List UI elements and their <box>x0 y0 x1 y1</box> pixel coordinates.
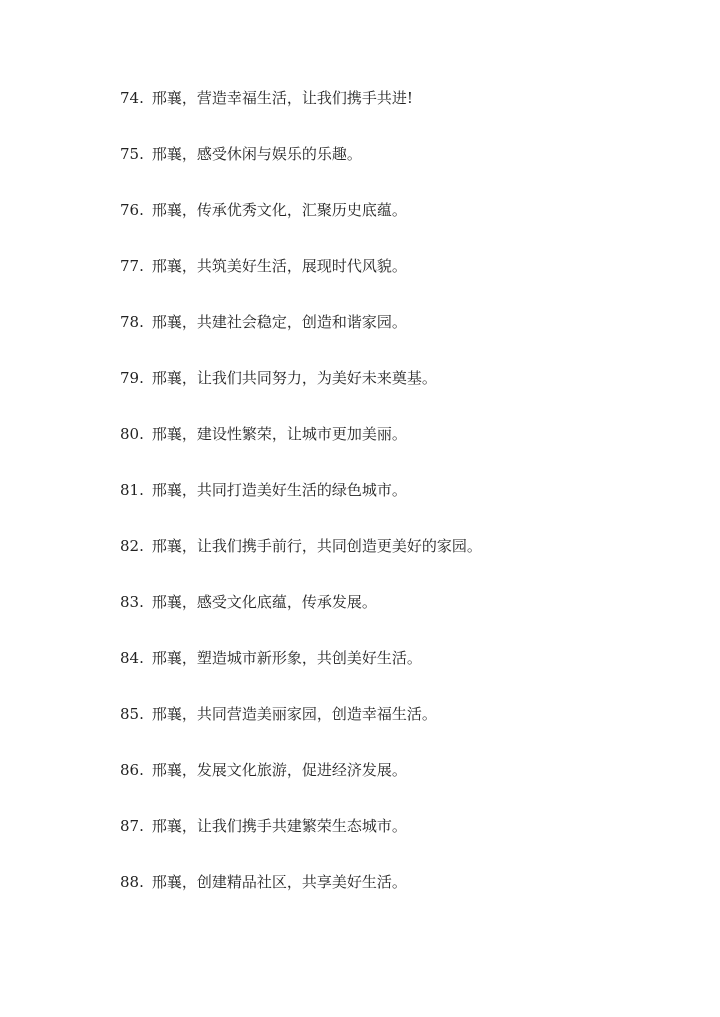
item-number: 87. <box>120 817 144 835</box>
item-number: 85. <box>120 705 144 723</box>
item-text: 邢襄，共建社会稳定，创造和谐家园。 <box>151 313 407 331</box>
item-number: 88. <box>120 873 144 891</box>
item-number: 77. <box>120 257 144 275</box>
list-item <box>120 590 482 646</box>
item-text: 邢襄，让我们共同努力，为美好未来奠基。 <box>151 369 437 387</box>
list-item <box>120 142 482 198</box>
item-text: 邢襄，发展文化旅游，促进经济发展。 <box>151 761 407 779</box>
list-item <box>120 310 482 366</box>
item-number: 81. <box>120 481 144 499</box>
item-number: 84. <box>120 649 144 667</box>
list-item <box>120 198 482 254</box>
slogan-list <box>120 86 482 926</box>
list-item <box>120 366 482 422</box>
item-text: 邢襄，建设性繁荣，让城市更加美丽。 <box>151 425 407 443</box>
item-text: 邢襄，让我们携手共建繁荣生态城市。 <box>151 817 407 835</box>
item-number: 79. <box>120 369 144 387</box>
item-text: 邢襄，共同营造美丽家园，创造幸福生活。 <box>151 705 437 723</box>
item-text: 邢襄，共筑美好生活，展现时代风貌。 <box>151 257 407 275</box>
item-number: 76. <box>120 201 144 219</box>
list-item <box>120 534 482 590</box>
item-number: 75. <box>120 145 144 163</box>
item-number: 80. <box>120 425 144 443</box>
item-text: 邢襄，共同打造美好生活的绿色城市。 <box>151 481 407 499</box>
item-text: 邢襄，创建精品社区，共享美好生活。 <box>151 873 407 891</box>
item-text: 邢襄，感受休闲与娱乐的乐趣。 <box>151 145 362 163</box>
list-item <box>120 702 482 758</box>
item-number: 82. <box>120 537 144 555</box>
list-item <box>120 478 482 534</box>
item-text: 邢襄，营造幸福生活，让我们携手共进! <box>151 89 413 107</box>
list-item <box>120 422 482 478</box>
item-text: 邢襄，感受文化底蕴，传承发展。 <box>151 593 377 611</box>
item-text: 邢襄，传承优秀文化，汇聚历史底蕴。 <box>151 201 407 219</box>
list-item <box>120 870 482 926</box>
item-number: 74. <box>120 89 144 107</box>
item-number: 83. <box>120 593 144 611</box>
list-item <box>120 758 482 814</box>
list-item <box>120 254 482 310</box>
item-text: 邢襄，让我们携手前行，共同创造更美好的家园。 <box>151 537 482 555</box>
item-number: 78. <box>120 313 144 331</box>
list-item <box>120 86 482 142</box>
list-item <box>120 814 482 870</box>
item-number: 86. <box>120 761 144 779</box>
list-item <box>120 646 482 702</box>
item-text: 邢襄，塑造城市新形象，共创美好生活。 <box>151 649 422 667</box>
